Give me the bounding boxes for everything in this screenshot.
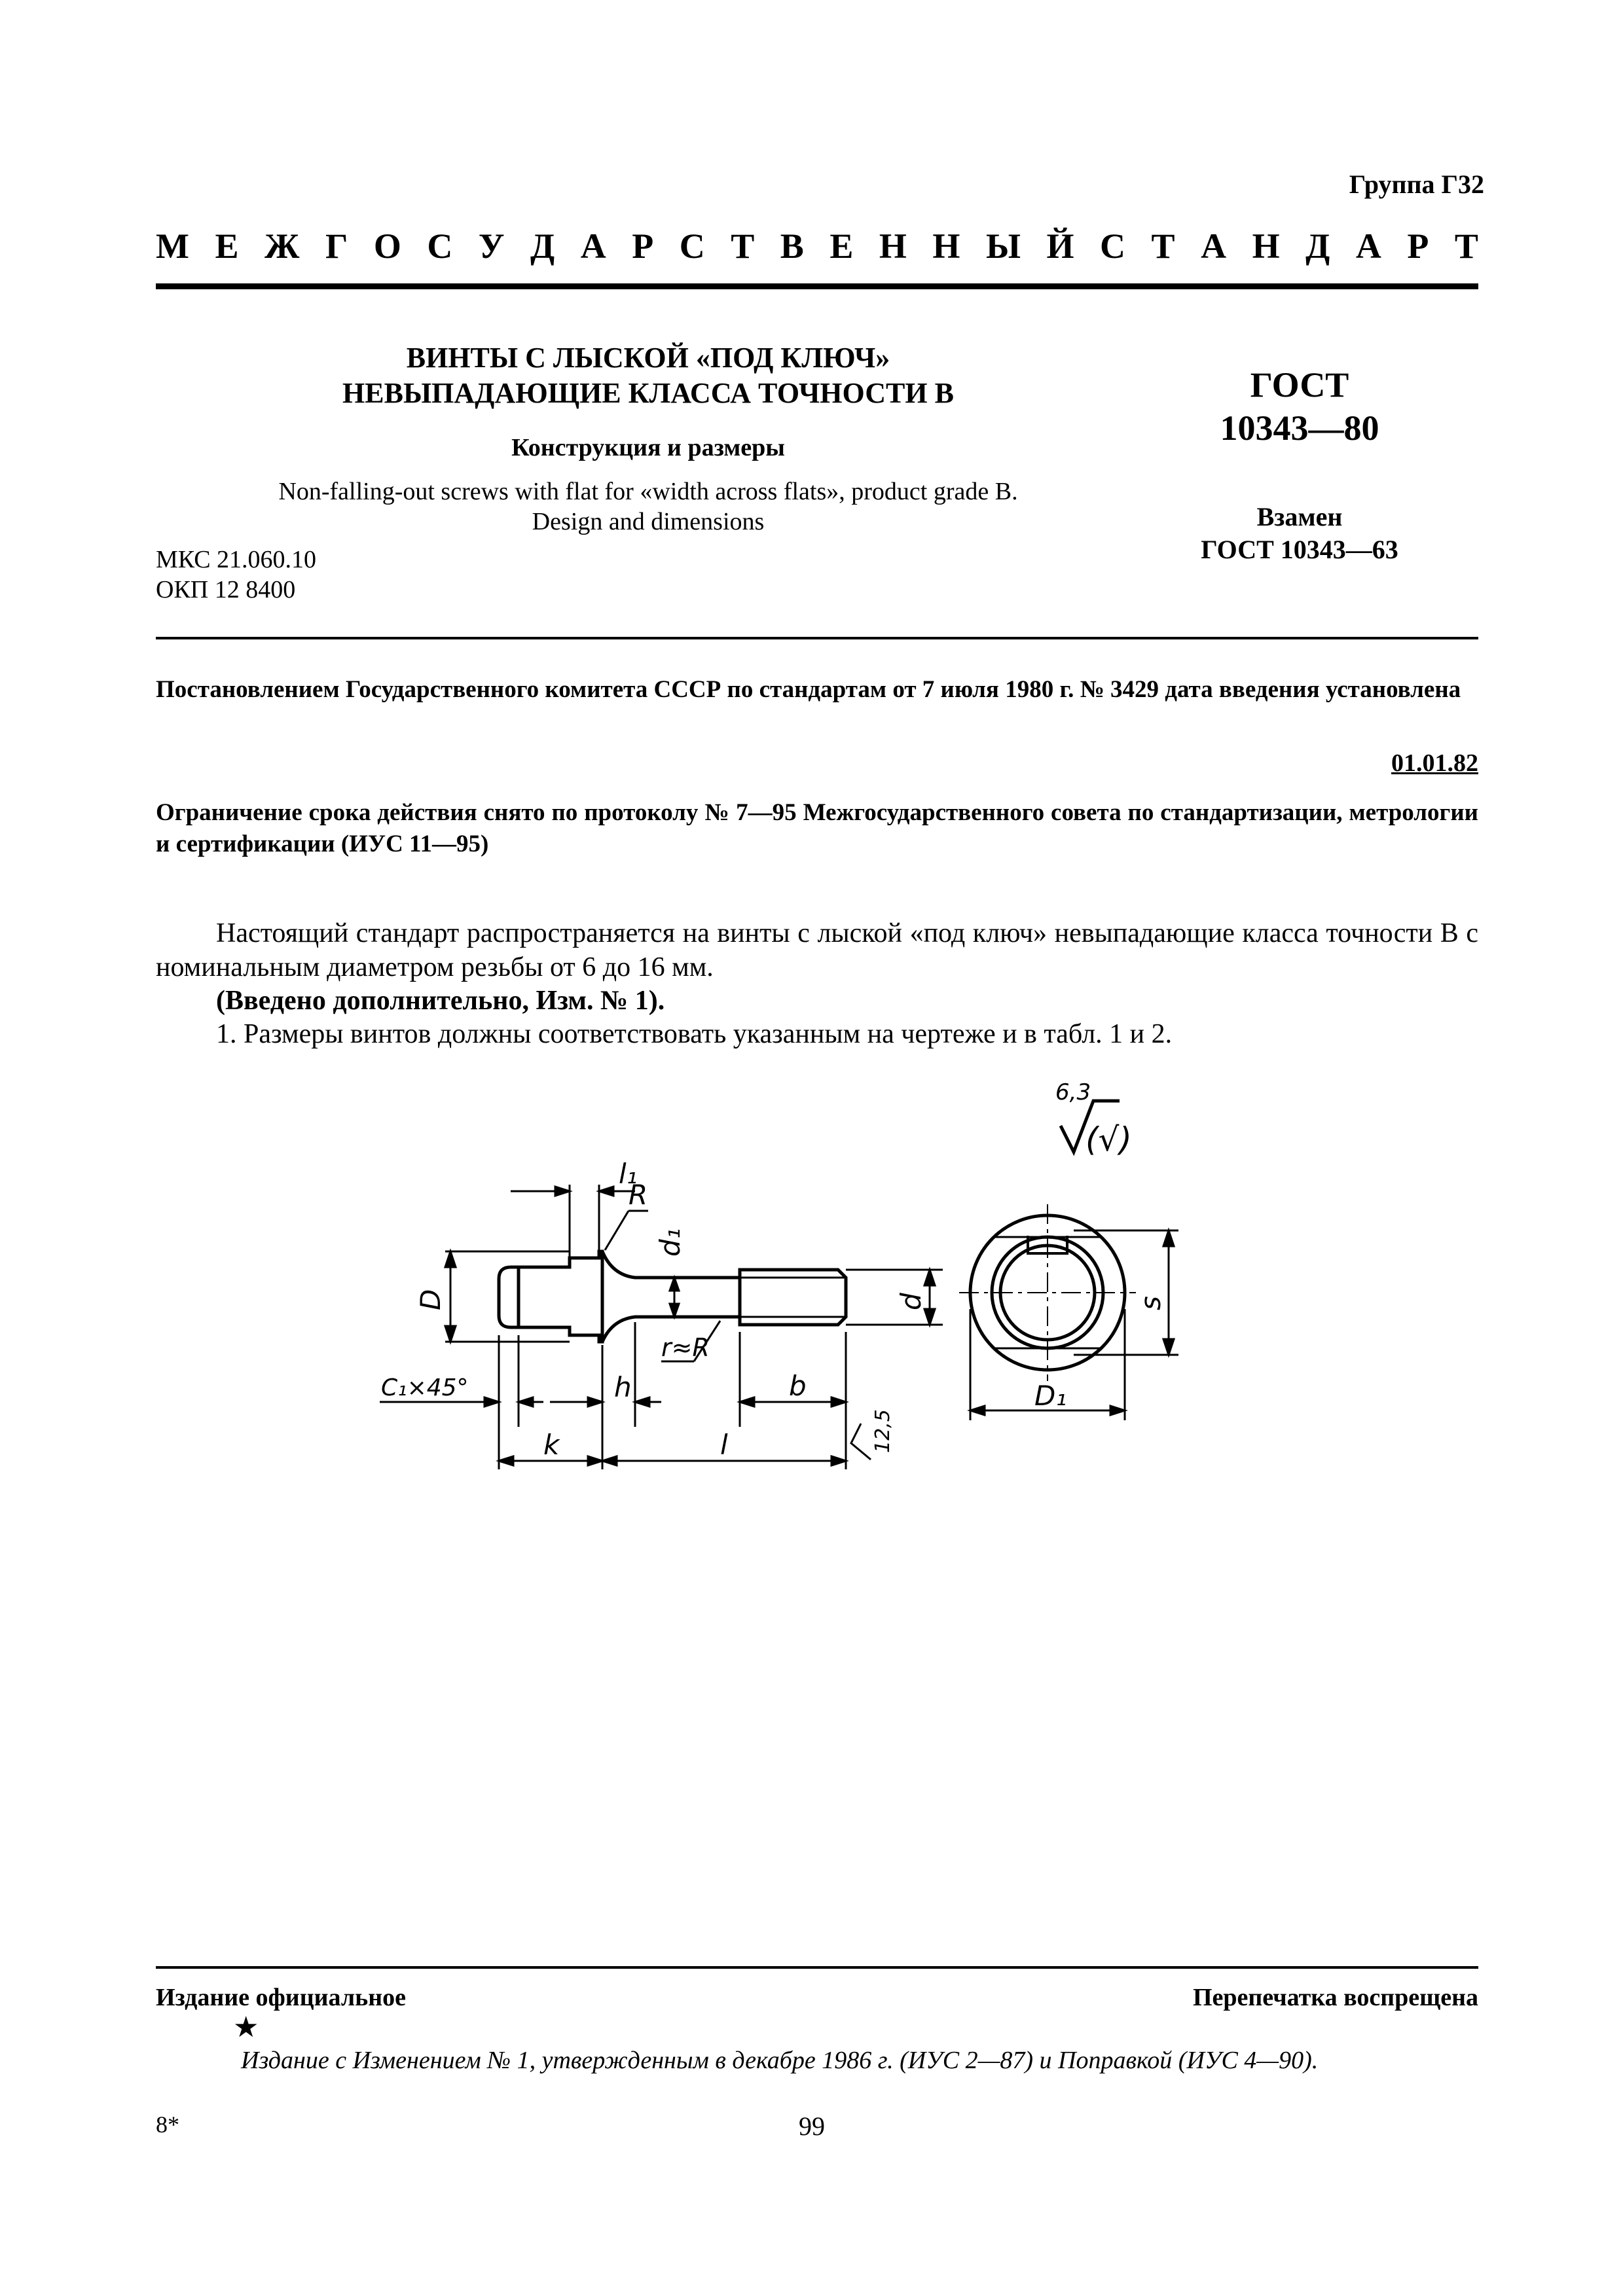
banner-letter: С: [679, 226, 705, 266]
english-title-line-2: Design and dimensions: [532, 508, 765, 535]
banner-letter: Т: [1454, 226, 1478, 266]
banner-letter: Т: [731, 226, 755, 266]
banner-letter: Г: [325, 226, 348, 266]
gost-label: ГОСТ: [1250, 365, 1349, 404]
roughness-bracket: (√): [1085, 1121, 1132, 1158]
banner-letter: Д: [1305, 226, 1330, 266]
replace-label: Взамен: [1256, 502, 1343, 531]
banner-letter: Н: [1252, 226, 1280, 266]
gost-block: [1162, 363, 1437, 566]
group-code: Группа Г32: [1349, 170, 1484, 199]
label-s: s: [1135, 1296, 1167, 1310]
title-line-1: ВИНТЫ С ЛЫСКОЙ «ПОД КЛЮЧ»: [406, 342, 890, 374]
limitation-text: Ограничение срока действия снято по протоколу № 7—95 Межгосударственного совета по стандартизации, метрологии и сертификации (ИУС 11—95): [156, 799, 1478, 857]
label-R: R: [629, 1179, 648, 1211]
label-h: h: [614, 1371, 632, 1403]
gost-number: 10343—80: [1220, 408, 1379, 448]
banner-letter: А: [1355, 226, 1381, 266]
edition-note: Издание с Изменением № 1, утвержденным в декабре 1986 г. (ИУС 2—87) и Поправкой (ИУС 4—90).: [241, 2047, 1319, 2074]
page-number: 99: [799, 2111, 825, 2141]
subtitle: Конструкция и размеры: [511, 434, 785, 461]
reprint-notice: Перепечатка воспрещена: [1192, 1984, 1478, 2011]
screw-end-view: [959, 1204, 1178, 1420]
banner-letter: Т: [1151, 226, 1175, 266]
banner-letter: А: [580, 226, 606, 266]
label-k: k: [543, 1429, 560, 1461]
label-D: D: [414, 1289, 447, 1310]
banner-letter: Е: [215, 226, 239, 266]
banner-rule: [156, 283, 1478, 289]
banner-letter: Р: [632, 226, 654, 266]
title-block: [196, 340, 1100, 537]
replace-number: ГОСТ 10343—63: [1201, 535, 1398, 564]
label-d1: d₁: [654, 1228, 686, 1257]
decree-text: Постановлением Государственного комитета СССР по стандартам от 7 июля 1980 г. № 3429 дата введения установлена: [156, 676, 1461, 703]
okp-code: ОКП 12 8400: [156, 576, 296, 603]
banner-letter: М: [156, 226, 189, 266]
banner-letter: Д: [530, 226, 555, 266]
banner-letter: Е: [830, 226, 854, 266]
dimension-lines: [380, 1185, 943, 1469]
english-title: [196, 476, 1100, 537]
classification-codes: [156, 545, 316, 605]
star-icon: ★: [233, 2011, 259, 2043]
thread-roughness-value: 12,5: [871, 1409, 894, 1453]
english-title-line-1: Non-falling-out screws with flat for «width across flats», product grade B.: [278, 478, 1018, 505]
label-b: b: [789, 1370, 807, 1402]
roughness-value: 6,3: [1055, 1079, 1091, 1105]
label-c1: C₁×45°: [381, 1374, 469, 1401]
header-rule: [156, 637, 1478, 639]
banner-letter: Н: [932, 226, 960, 266]
banner-letter: Р: [1407, 226, 1429, 266]
banner-letter: У: [478, 226, 505, 266]
banner-letter: Ы: [985, 226, 1021, 266]
label-D1: D₁: [1034, 1380, 1067, 1412]
label-r: r≈R: [661, 1333, 710, 1362]
replace-info: [1162, 501, 1437, 566]
sheet-mark: 8*: [156, 2111, 179, 2138]
roughness-symbol: [1055, 1079, 1132, 1158]
screw-side-view: [499, 1251, 846, 1342]
banner-letter: Й: [1046, 226, 1074, 266]
intro-date: 01.01.82: [1391, 749, 1478, 777]
amendment-note: (Введено дополнительно, Изм. № 1).: [216, 986, 665, 1016]
label-d: d: [895, 1293, 927, 1310]
standard-banner: [156, 226, 1478, 266]
banner-letter: О: [373, 226, 401, 266]
screw-drawing: [354, 1073, 1205, 1545]
banner-letter: А: [1201, 226, 1227, 266]
clause-1: 1. Размеры винтов должны соответствовать указанным на чертеже и в табл. 1 и 2.: [216, 1019, 1173, 1049]
mks-code: МКС 21.060.10: [156, 546, 317, 573]
label-l1: l₁: [619, 1158, 638, 1190]
footer-rule: [156, 1966, 1478, 1969]
label-l: l: [720, 1429, 728, 1461]
official-edition: Издание официальное: [156, 1984, 407, 2011]
banner-letter: С: [1100, 226, 1126, 266]
banner-letter: Ж: [264, 226, 300, 266]
banner-letter: Н: [879, 226, 907, 266]
banner-letter: С: [427, 226, 453, 266]
title-line-2: НЕВЫПАДАЮЩИЕ КЛАССА ТОЧНОСТИ В: [342, 377, 954, 409]
banner-letter: В: [780, 226, 804, 266]
scope-paragraph: Настоящий стандарт распространяется на винты с лыской «под ключ» невыпадающие класса точности В с номинальным диаметром резьбы от 6 до 16 мм.: [156, 918, 1478, 982]
